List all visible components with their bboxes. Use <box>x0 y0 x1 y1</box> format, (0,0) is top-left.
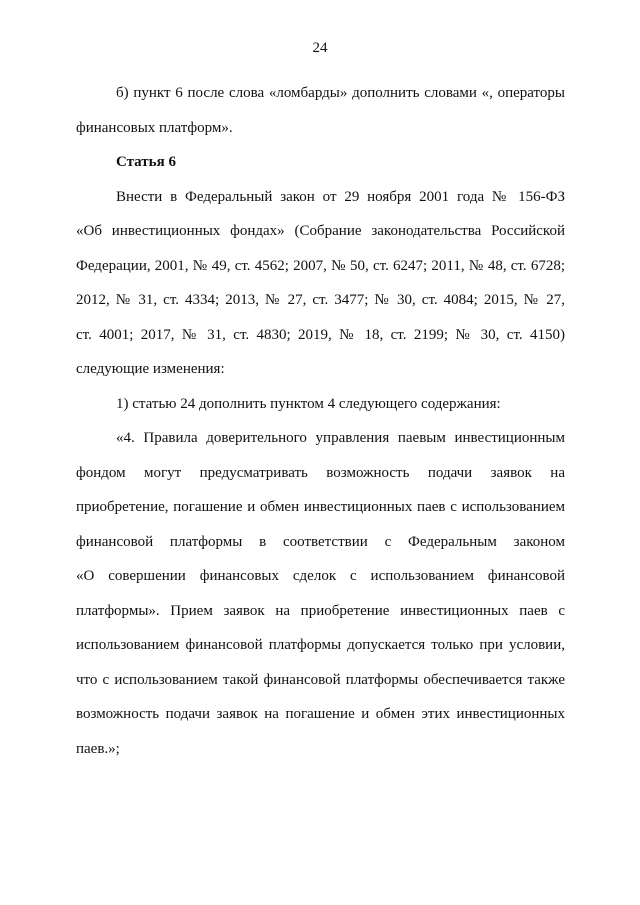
text-line: использованием финансовой платформы допускается только при условии, <box>76 637 565 653</box>
text-line: «4. Правила доверительного управления паевым инвестиционным <box>116 430 565 446</box>
text-line: «О совершении финансовых сделок с использованием финансовой <box>76 568 565 584</box>
text-line: приобретение, погашение и обмен инвестиционных паев с использованием <box>76 499 565 515</box>
text-line: возможность подачи заявок на погашение и обмен этих инвестиционных <box>76 706 565 722</box>
text-line: финансовой платформы в соответствии с Федеральным законом <box>76 533 565 550</box>
text-line: 2012, № 31, ст. 4334; 2013, № 27, ст. 3477; № 30, ст. 4084; 2015, № 27, <box>76 292 565 308</box>
text-line: паев.»; <box>76 740 120 757</box>
text-line: что с использованием такой финансовой платформы обеспечивается также <box>76 671 565 688</box>
paragraph-quoted-clause-4 <box>76 421 565 766</box>
page-number: 24 <box>312 40 328 56</box>
text-line: 1) статью 24 дополнить пунктом 4 следующего содержания: <box>116 395 501 412</box>
article-heading: Статья 6 <box>116 154 176 170</box>
text-line: платформы». Прием заявок на приобретение инвестиционных паев с <box>76 602 565 619</box>
text-line: фондом могут предусматривать возможность подачи заявок на <box>76 464 565 481</box>
text-line: б) пункт 6 после слова «ломбарды» дополнить словами «, операторы <box>116 85 565 101</box>
paragraph-item-1 <box>76 387 565 422</box>
text-line: «Об инвестиционных фондах» (Собрание законодательства Российской <box>76 223 565 239</box>
paragraph-article-6-intro <box>76 180 565 387</box>
text-line: следующие изменения: <box>76 361 225 377</box>
text-line: ст. 4001; 2017, № 31, ст. 4830; 2019, № 18, ст. 2199; № 30, ст. 4150) <box>76 326 565 343</box>
paragraph-amendment-b <box>76 76 565 145</box>
text-line: Внести в Федеральный закон от 29 ноября 2001 года № 156-ФЗ <box>116 188 565 205</box>
text-line: Федерации, 2001, № 49, ст. 4562; 2007, № 50, ст. 6247; 2011, № 48, ст. 6728; <box>76 257 565 274</box>
document-body <box>76 76 565 766</box>
text-line: финансовых платформ». <box>76 119 233 136</box>
